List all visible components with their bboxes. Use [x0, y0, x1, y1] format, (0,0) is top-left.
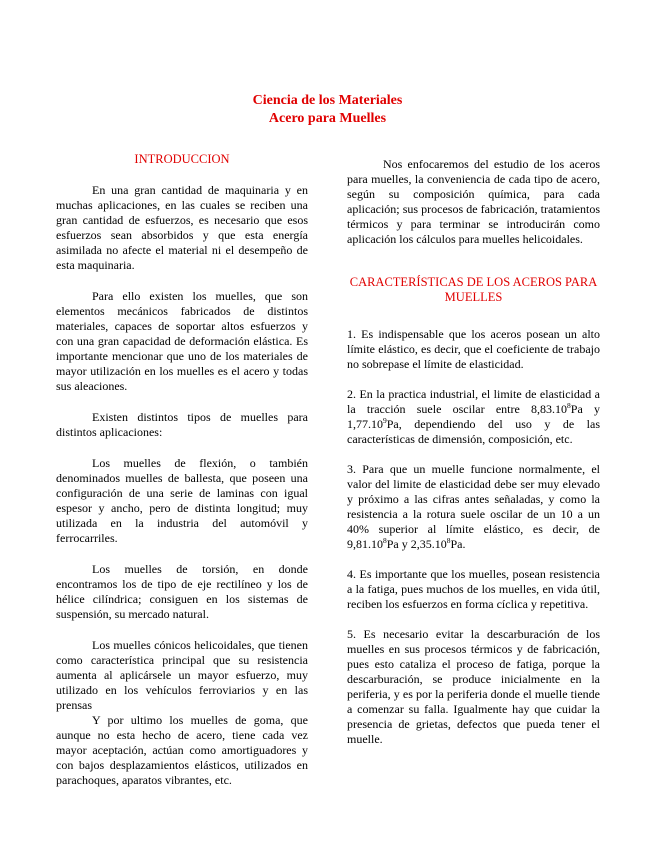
paragraph: Y por ultimo los muelles de goma, que aunque no esta hecho de acero, tiene cada vez mayor aceptación, actúan como amortiguadores y con bajos desplazamientos elásticos, utilizados en parachoques, aparatos vibrantes, etc. — [56, 713, 308, 787]
paragraph: Para ello existen los muelles, que son elementos mecánicos fabricados de distintos materiales, capaces de soportar altos esfuerzos y con una gran capacidad de deformación elástica. Es importante mencionar que uno de los materiales de mayor utilización en los muelles es el acero y todas sus aleaciones. — [56, 289, 308, 393]
paragraph: Nos enfocaremos del estudio de los aceros para muelles, la conveniencia de cada tipo de acero, según su composición química, para cada aplicación; sus procesos de fabricación, tratamientos térmicos y para terminar se introducirán como aplicación los cálculos para muelles helicoidales. — [347, 157, 600, 246]
section-heading-introduccion: INTRODUCCION — [134, 152, 230, 166]
section-heading-caracteristicas: CARACTERÍSTICAS DE LOS ACEROS PARA MUELLES — [349, 275, 598, 304]
right-column — [347, 152, 600, 747]
list-item: 4. Es importante que los muelles, posean resistencia a la fatiga, pues muchos de los muelles, en vida útil, reciben los esfuerzos en forma cíclica y repetitiva. — [347, 567, 600, 611]
paragraph: Existen distintos tipos de muelles para distintos aplicaciones: — [56, 410, 308, 439]
document-subtitle: Acero para Muelles — [268, 111, 387, 126]
paragraph: Los muelles de torsión, en donde encontramos los de tipo de eje rectilíneo y los de hélice cilíndrica; consiguen en los sistemas de suspensión, su mercado natural. — [56, 562, 308, 621]
list-item: 2. En la practica industrial, el limite de elasticidad a la tracción suele oscilar entre 8,83.10$^8$Pa y 1,77.10$^9$Pa, dependiendo del uso y de las características de dimensión, composición, etc. — [347, 387, 600, 446]
list-item: 3. Para que un muelle funcione normalmente, el valor del limite de elasticidad debe ser muy elevado y próximo a las cifras antes señaladas, y como la resistencia a la rotura suele oscilar de un 10 a un 40% superior al límite elástico, es decir, de 9,81.10$^8$Pa y 2,35.10$^8$Pa. — [347, 462, 600, 551]
list-item: 1. Es indispensable que los aceros posean un alto límite elástico, es decir, que el coeficiente de trabajo no sobrepase el límite de elasticidad. — [347, 327, 600, 371]
paragraph: Los muelles de flexión, o también denominados muelles de ballesta, que poseen una configuración de una serie de laminas con igual espesor y ancho, pero de distinta longitud; muy utilizada en la industria del automóvil y ferrocarriles. — [56, 456, 308, 545]
document-title: Ciencia de los Materiales — [252, 93, 403, 108]
paragraph: En una gran cantidad de maquinaria y en muchas aplicaciones, en las cuales se reciben una gran cantidad de esfuerzos, es necesario que esos esfuerzos sean absorbidos y que esta energía asimilada no afecte el material ni el desempeño de esta maquinaria. — [56, 183, 308, 272]
left-column — [56, 152, 308, 788]
paragraph: Los muelles cónicos helicoidales, que tienen como característica principal que su resistencia aumenta al aplicársele un mayor esfuerzo, muy utilizado en los vehículos ferroviarios y en las prensas — [56, 638, 308, 712]
list-item: 5. Es necesario evitar la descarburación de los muelles en sus procesos térmicos y de fabricación, pues esto cataliza el proceso de fatiga, porque la descarburación, se produce inicialmente en la periferia, y es por la periferia donde el muelle tiende a comenzar su falla. Igualmente hay que cuidar la presencia de grietas, defectos que pueda tener el muelle. — [347, 627, 600, 746]
